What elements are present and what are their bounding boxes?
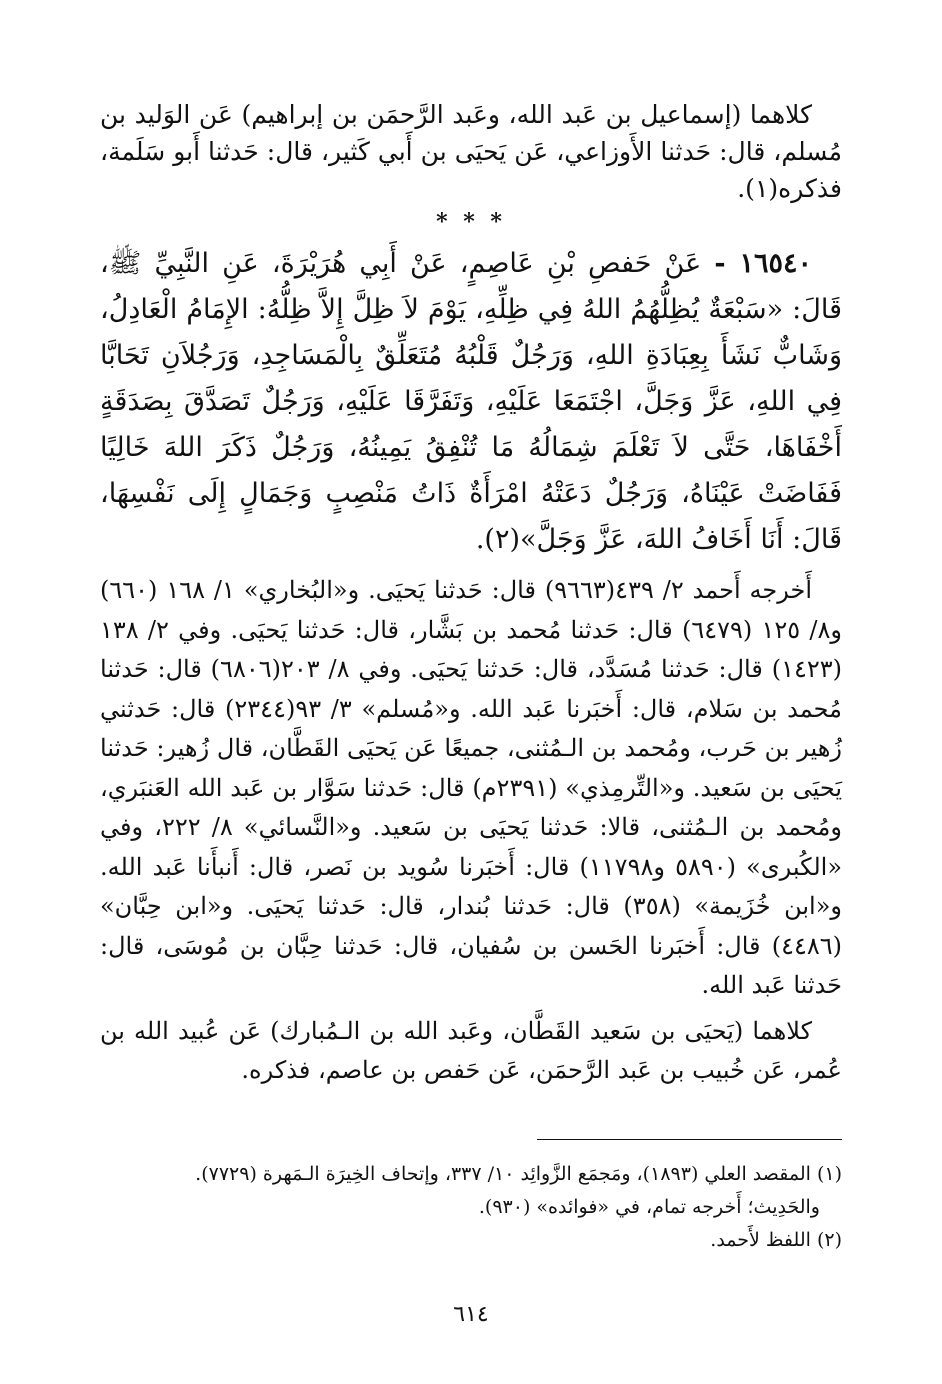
intro-paragraph: كلاهما (إسماعيل بن عَبد الله، وعَبد الرَّحمَن بن إبراهيم) عَن الوَليد بن مُسلم، قال: حَدثنا الأَوزاعي، عَن يَحيَى بن أَبي كَثير، قال: حَدثنا أَبو سَلَمة، فذكره(١). xyxy=(100,100,842,203)
book-page xyxy=(100,96,842,1356)
closing-paragraph: كلاهما (يَحيَى بن سَعيد القَطَّان، وعَبد الله بن الـمُبارك) عَن عُبيد الله بن عُمر، عَن خُبيب بن عَبد الرَّحمَن، عَن حَفص بن عاصم، فذكره. xyxy=(100,1016,842,1084)
hadith-text: عَنْ حَفصِ بْنِ عَاصِمٍ، عَنْ أَبِي هُرَيْرَةَ، عَنِ النَّبِيِّ ﷺ، قَالَ: «سَبْعَةٌ يُظِلُّهُمُ اللهُ فِي ظِلِّهِ، يَوْمَ لاَ ظِلَّ إِلاَّ ظِلُّهُ: الإِمَامُ الْعَادِلُ، وَشَابٌّ نَشَأَ بِعِبَادَةِ اللهِ، وَرَجُلٌ قَلْبُهُ مُتَعَلِّقٌ بِالْمَسَاجِدِ، وَرَجُلاَنِ تَحَابَّا فِي اللهِ، عَزَّ وَجَلَّ، اجْتَمَعَا عَلَيْهِ، وَتَفَرَّقَا عَلَيْهِ، وَرَجُلٌ تَصَدَّقَ بِصَدَقَةٍ أَخْفَاهَا، حَتَّى لاَ تَعْلَمَ شِمَالُهُ مَا تُنْفِقُ يَمِينُهُ، وَرَجُلٌ ذَكَرَ اللهَ خَالِيًا فَفَاضَتْ عَيْنَاهُ، وَرَجُلٌ دَعَتْهُ امْرَأَةٌ ذَاتُ مَنْصِبٍ وَجَمَالٍ إِلَى نَفْسِهَا، قَالَ: أَنَا أَخَافُ اللهَ، عَزَّ وَجَلَّ»(٢). xyxy=(100,248,842,555)
footnotes xyxy=(100,1158,842,1257)
hadith-number: ١٦٥٤٠ - xyxy=(714,248,812,279)
hadith-block xyxy=(100,241,842,563)
page-number: ٦١٤ xyxy=(453,1302,489,1327)
footnote-1-continuation: والحَدِيث؛ أَخرجه تمام، في «فوائده» (٩٣٠). xyxy=(478,1196,820,1218)
section-separator: * * * xyxy=(436,209,506,235)
takhrij-paragraph: أَخرجه أَحمد ٢/ ٤٣٩(٩٦٦٣) قال: حَدثنا يَحيَى. و«البُخاري» ١/ ١٦٨ (٦٦٠) و٨/ ١٢٥ (٦٤٧٩) قال: حَدثنا مُحمد بن بَشَّار، قال: حَدثنا يَحيَى. وفي ٢/ ١٣٨ (١٤٢٣) قال: حَدثنا مُسَدَّد، قال: حَدثنا يَحيَى. وفي ٨/ ٢٠٣(٦٨٠٦) قال: حَدثنا مُحمد بن سَلام، قال: أَخبَرنا عَبد الله. و«مُسلم» ٣/ ٩٣(٢٣٤٤) قال: حَدثني زُهير بن حَرب، ومُحمد بن الـمُثنى، جميعًا عَن يَحيَى القَطَّان، قال زُهير: حَدثنا يَحيَى بن سَعيد. و«التِّرمِذي» (٢٣٩١م) قال: حَدثنا سَوَّار بن عَبد الله العَنبَري، ومُحمد بن الـمُثنى، قالا: حَدثنا يَحيَى بن سَعيد. و«النَّسائي» ٨/ ٢٢٢، وفي «الكُبرى» (٥٨٩٠ و١١٧٩٨) قال: أَخبَرنا سُويد بن نَصر، قال: أَنبأَنا عَبد الله. و«ابن خُزَيمة» (٣٥٨) قال: حَدثنا بُندار، قال: حَدثنا يَحيَى. و«ابن حِبَّان» (٤٤٨٦) قال: أَخبَرنا الحَسن بن سُفيان، قال: حَدثنا حِبَّان بن مُوسَى، قال: حَدثنا عَبد الله. xyxy=(100,576,843,999)
footnote-divider xyxy=(537,1139,842,1140)
footnote-2: (٢) اللفظ لأَحمد. xyxy=(710,1229,842,1251)
footnote-1: (١) المقصد العلي (١٨٩٣)، ومَجمَع الزَّوائِد ١٠/ ٣٣٧، وإتحاف الخِيرَة الـمَهرة (٧٧٢٩). xyxy=(195,1163,842,1185)
